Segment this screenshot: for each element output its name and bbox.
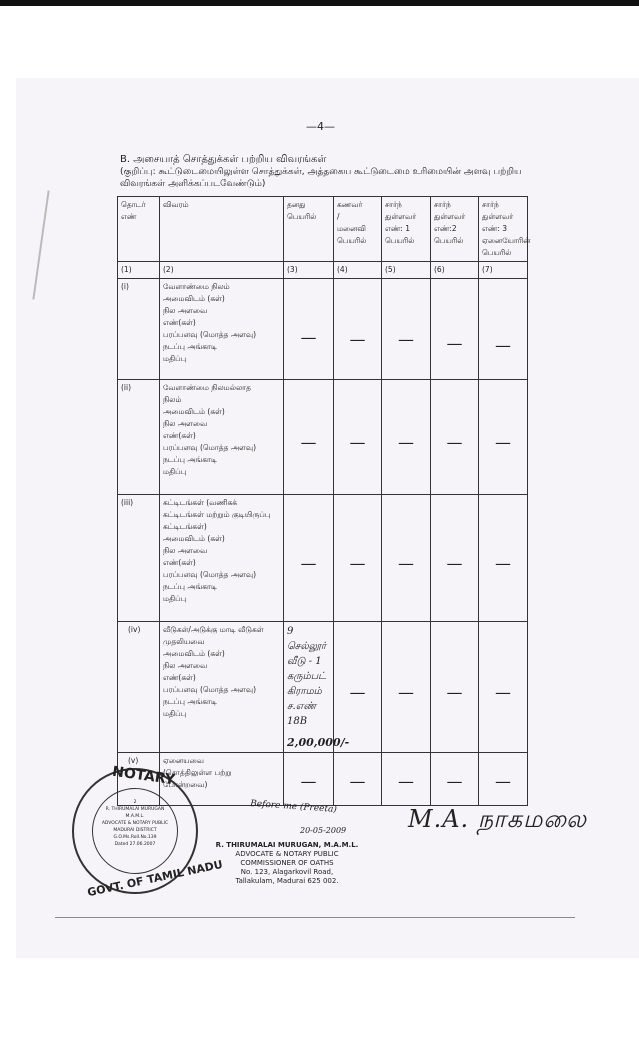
table-header-row xyxy=(118,197,528,262)
cell-spouse: — xyxy=(334,622,382,753)
cell-dependent-1: — xyxy=(382,380,431,495)
cell-dependent-3: — xyxy=(479,495,528,622)
column-number: (4) xyxy=(334,262,382,279)
row-details: வீடுகள்/அடுக்கு மாடி வீடுகள் முதலியவை அமைவிடம் (கள்) நில அளவை எண்(கள்) பரப்பளவு (மொத்த அளவு) நடப்பு அங்காடி மதிப்பு xyxy=(160,622,284,753)
table-row xyxy=(118,380,528,495)
cell-spouse: — xyxy=(334,495,382,622)
cell-self: — xyxy=(284,753,334,806)
row-serial: (v) xyxy=(118,753,160,806)
header-self: தனது பெயரில் xyxy=(284,197,334,262)
column-number: (1) xyxy=(118,262,160,279)
seal-inner: 2 R. THIRUMALAI MURUGAN M.A.M.L. ADVOCATE & NOTARY PUBLIC MADURAI DISTRICT G.O.Ms.Roll.No.139 Dated 27.06.2007 xyxy=(92,788,178,874)
notary-stamp-text: R. THIRUMALAI MURUGAN, M.A.M.L. ADVOCATE & NOTARY PUBLIC COMMISSIONER OF OATHS No. 123, Alagarkovil Road, Tallakulam, Madurai 625 002. xyxy=(215,841,359,885)
header-serial: தொடர் எண் xyxy=(118,197,160,262)
row-serial: (iii) xyxy=(118,495,160,622)
row-details: ஏனையவை (சொத்திலுள்ள பற்று போன்றவை) xyxy=(160,753,284,806)
table-row xyxy=(118,279,528,380)
cell-spouse: — xyxy=(334,279,382,380)
cell-self: — xyxy=(284,495,334,622)
header-dependent-1: சார்ந் துள்ளவர் எண்: 1 பெயரில் xyxy=(382,197,431,262)
cell-dependent-3: — xyxy=(479,753,528,806)
cell-dependent-1: — xyxy=(382,279,431,380)
header-dependent-3: சார்ந் துள்ளவர் எண்: 3 ஏனையோரின் பெயரில் xyxy=(479,197,528,262)
section-note: (குறிப்பு: கூட்டுடைமையிலுள்ள சொத்துக்கள், அத்தகைய கூட்டுடைமை உரிமையின் அளவு பற்றிய விவரங்கள் அளிக்கப்படவேண்டும்) xyxy=(120,167,522,189)
section-heading: B. அசையாத் சொத்துக்கள் பற்றிய விவரங்கள் xyxy=(120,154,327,165)
table-row xyxy=(118,622,528,753)
seal-bottom-text: GOVT. OF TAMIL NADU xyxy=(86,857,224,900)
cell-dependent-2: — xyxy=(431,279,479,380)
cell-dependent-3: — xyxy=(479,622,528,753)
before-me-note: Before me (Preeta) xyxy=(249,798,338,816)
bottom-rule xyxy=(55,917,575,918)
cell-spouse: — xyxy=(334,380,382,495)
row-serial: (ii) xyxy=(118,380,160,495)
cell-self: — xyxy=(284,279,334,380)
column-number: (6) xyxy=(431,262,479,279)
scan-top-edge xyxy=(0,0,639,6)
header-details: விவரம் xyxy=(160,197,284,262)
cell-dependent-2: — xyxy=(431,753,479,806)
cell-self: — xyxy=(284,380,334,495)
cell-self-handwritten: 9 செல்லூர் வீடு - 1 கரும்பட் கிராமம் ச.எண் 18B 2,00,000/- xyxy=(284,622,334,753)
attestation-date: 20-05-2009 xyxy=(300,826,347,835)
seal-top-text: NOTARY xyxy=(111,763,176,789)
cell-dependent-3: — xyxy=(479,279,528,380)
cell-dependent-1: — xyxy=(382,753,431,806)
row-serial: (i) xyxy=(118,279,160,380)
header-spouse: கணவர் / மனைவி பெயரில் xyxy=(334,197,382,262)
cell-dependent-2: — xyxy=(431,380,479,495)
immovable-assets-table xyxy=(117,196,531,806)
declarant-signature: M.A. நாகமலை xyxy=(408,805,588,833)
row-details: வேளாண்மை நிலமல்லாத நிலம் அமைவிடம் (கள்) நில அளவை எண்(கள்) பரப்பளவு (மொத்த அளவு) நடப்பு அங்காடி மதிப்பு xyxy=(160,380,284,495)
row-serial: (iv) xyxy=(118,622,160,753)
cell-dependent-3: — xyxy=(479,380,528,495)
cell-dependent-1: — xyxy=(382,622,431,753)
table-row xyxy=(118,495,528,622)
column-number: (5) xyxy=(382,262,431,279)
property-value: 2,00,000/- xyxy=(287,736,350,749)
column-number-row xyxy=(118,262,528,279)
page-number: —4— xyxy=(306,120,335,133)
cell-dependent-2: — xyxy=(431,495,479,622)
row-details: வேளாண்மை நிலம் அமைவிடம் (கள்) நில அளவை எண்(கள்) பரப்பளவு (மொத்த அளவு) நடப்பு அங்காடி மதிப்பு xyxy=(160,279,284,380)
column-number: (3) xyxy=(284,262,334,279)
cell-spouse: — xyxy=(334,753,382,806)
column-number: (7) xyxy=(479,262,528,279)
header-dependent-2: சார்ந் துள்ளவர் எண்:2 பெயரில் xyxy=(431,197,479,262)
row-details: கட்டிடங்கள் (வணிகக் கட்டிடங்கள் மற்றும் குடியிருப்பு கட்டிடங்கள்) அமைவிடம் (கள்) நில அளவை எண்(கள்) பரப்பளவு (மொத்த அளவு) நடப்பு அங்காடி மதிப்பு xyxy=(160,495,284,622)
column-number: (2) xyxy=(160,262,284,279)
cell-dependent-1: — xyxy=(382,495,431,622)
cell-dependent-2: — xyxy=(431,622,479,753)
